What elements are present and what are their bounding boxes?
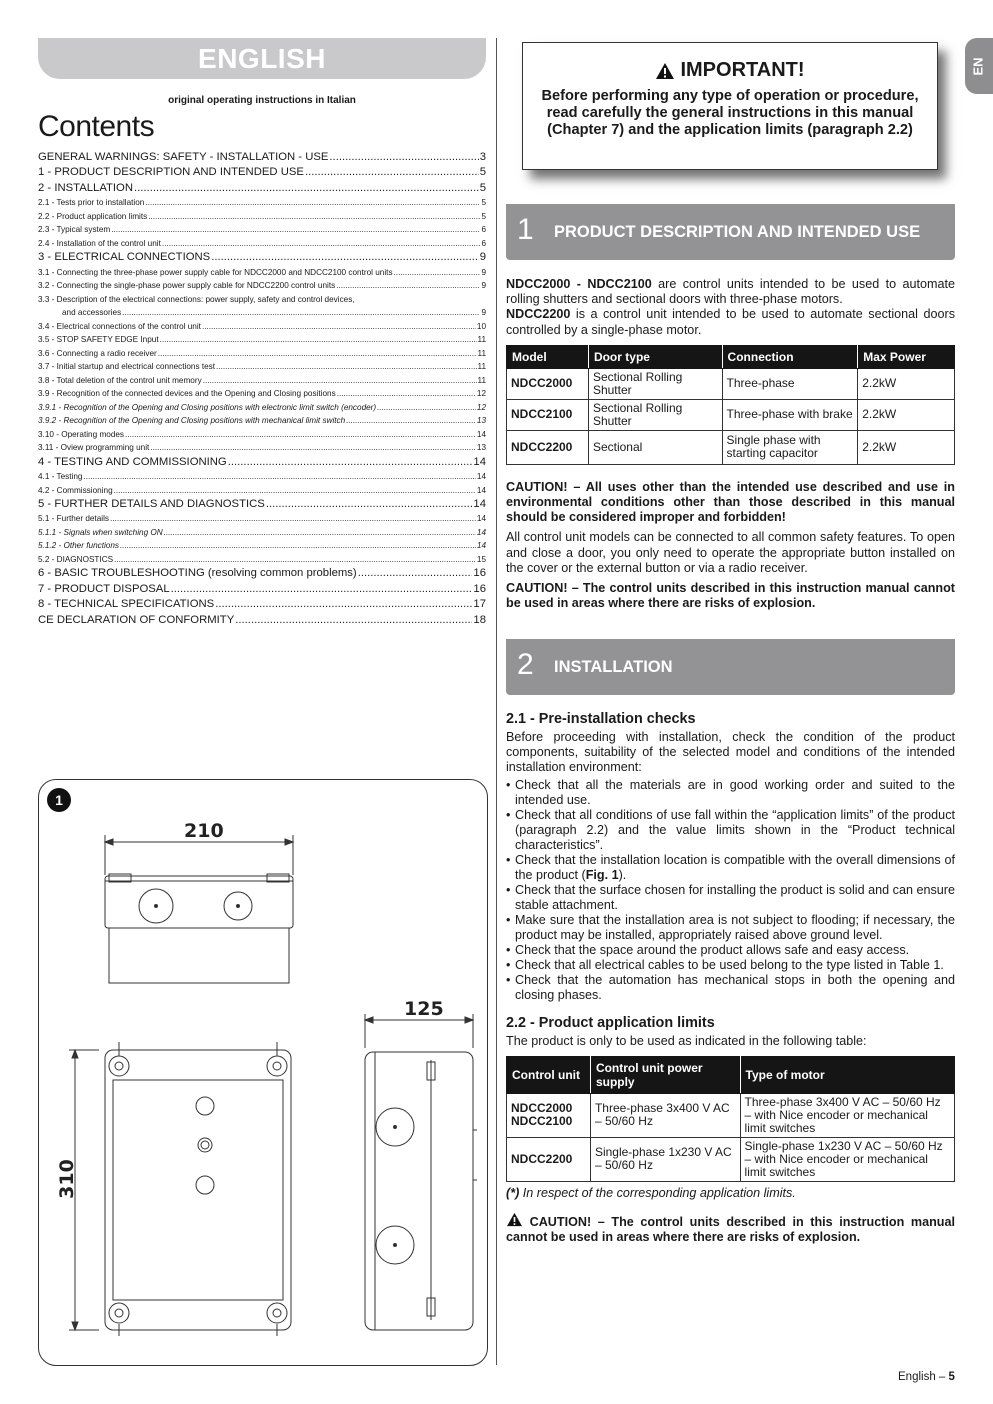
- toc-entry: 6 - BASIC TROUBLESHOOTING (resolving common problems) ..... 16: [38, 566, 486, 581]
- section-2-title: INSTALLATION: [554, 658, 673, 676]
- toc-entry: 2.2 - Product application limits ..... 5: [38, 210, 486, 224]
- section-1-header: [506, 204, 955, 260]
- toc-entry: 5.2 - DIAGNOSTICS ..... 15: [38, 553, 486, 567]
- table-cell: NDCC2000 NDCC2100: [507, 1093, 591, 1137]
- list-item: • Check that the automation has mechanical stops in both the opening and closing phases.: [506, 973, 955, 1003]
- important-text: Before performing any type of operation or procedure, read carefully the general instructions in this manual (Chapter 7) and the application limits (paragraph 2.2): [541, 88, 919, 138]
- table-cell: 2.2kW: [858, 430, 955, 464]
- important-title: [523, 59, 937, 82]
- section-1-title: PRODUCT DESCRIPTION AND INTENDED USE: [554, 223, 921, 241]
- toc-entry: 3.10 - Operating modes ..... 14: [38, 428, 486, 442]
- warning-icon: [506, 1212, 523, 1227]
- column-header: Control unit: [507, 1056, 591, 1093]
- list-item: • Check that the surface chosen for installing the product is solid and can ensure stable attachment.: [506, 883, 955, 913]
- figure-1: [38, 779, 488, 1366]
- limits-intro: The product is only to be used as indicated in the following table:: [506, 1033, 867, 1048]
- toc-entry: 3.4 - Electrical connections of the control unit ..... 10: [38, 320, 486, 334]
- list-item: • Check that all the materials are in good working order and suited to the intended use.: [506, 778, 955, 808]
- pre-installation-intro: Before proceeding with installation, check the condition of the product components, suitability of the selected model and conditions of the intended installation environment:: [506, 730, 955, 775]
- table-row: [507, 430, 955, 464]
- limits-table: [506, 1056, 955, 1182]
- toc-entry: 3.9.1 - Recognition of the Opening and Closing positions with electronic limit switch (encoder) ..... 12: [38, 401, 486, 415]
- toc-entry: 2.4 - Installation of the control unit ..... 6: [38, 237, 486, 251]
- table-row: [507, 1137, 955, 1181]
- caution-1: CAUTION! – All uses other than the intended use described and use in environmental conditions other than those described in this manual should be considered improper and forbidden!: [506, 479, 955, 525]
- left-column: [38, 38, 486, 628]
- list-item: • Check that the installation location is compatible with the overall dimensions of the product (Fig. 1).: [506, 853, 955, 883]
- column-header: Connection: [722, 345, 858, 368]
- toc-entry: 2.3 - Typical system ..... 6: [38, 223, 486, 237]
- toc-entry: 3.9 - Recognition of the connected devices and the Opening and Closing positions ..... 12: [38, 387, 486, 401]
- column-divider: [496, 38, 497, 1365]
- table-cell: 2.2kW: [858, 399, 955, 430]
- toc-entry: and accessories ..... 9: [38, 306, 486, 320]
- section-1-number: 1: [517, 213, 534, 246]
- table-cell: NDCC2200: [507, 430, 589, 464]
- language-tab: EN: [965, 38, 993, 94]
- toc-entry: 3.5 - STOP SAFETY EDGE Input ..... 11: [38, 333, 486, 347]
- list-item: • Check that all electrical cables to be used belong to the type listed in Table 1.: [506, 958, 955, 973]
- table-cell: NDCC2000: [507, 368, 589, 399]
- intro-paragraph-2: NDCC2200 is a control unit intended to be used to automate sectional doors controlled by a single-phase motor.: [506, 307, 955, 337]
- table-cell: NDCC2200: [507, 1137, 591, 1181]
- enclosure-drawing: [39, 780, 489, 1367]
- toc-entry: 5.1.2 - Other functions ..... 14: [38, 539, 486, 553]
- toc-entry: 4.1 - Testing ..... 14: [38, 470, 486, 484]
- contents-title: Contents: [38, 110, 155, 143]
- figure-badge: 1: [47, 788, 71, 812]
- column-header: Control unit power supply: [590, 1056, 740, 1093]
- toc-entry: 2.1 - Tests prior to installation ..... 5: [38, 196, 486, 210]
- column-header: Door type: [588, 345, 722, 368]
- important-notice: [522, 42, 938, 170]
- toc-entry: 5.1.1 - Signals when switching ON ..... 14: [38, 526, 486, 540]
- list-item: • Check that the space around the product allows safe and easy access.: [506, 943, 955, 958]
- toc-entry: 3.3 - Description of the electrical connections: power supply, safety and control devices,: [38, 294, 355, 304]
- dimension-height: 310: [55, 1159, 78, 1199]
- toc-entry: 3.1 - Connecting the three-phase power supply cable for NDCC2000 and NDCC2100 control units ..... 9: [38, 266, 486, 280]
- toc-entry: 1 - PRODUCT DESCRIPTION AND INTENDED USE ..... 5: [38, 165, 486, 180]
- subsection-2-2-title: 2.2 - Product application limits: [506, 1014, 715, 1031]
- caution-3: CAUTION! – The control units described in this instruction manual cannot be used in areas where there are risks of explosion.: [506, 1212, 955, 1245]
- dimension-width: 210: [184, 820, 224, 842]
- table-cell: NDCC2100: [507, 399, 589, 430]
- table-of-contents: [38, 150, 486, 628]
- toc-entry: 3.2 - Connecting the single-phase power supply cable for NDCC2200 control units ..... 9: [38, 279, 486, 293]
- dimension-depth: 125: [404, 998, 444, 1020]
- toc-entry: 4.2 - Commissioning ..... 14: [38, 484, 486, 498]
- toc-entry: 3.8 - Total deletion of the control unit memory ..... 11: [38, 374, 486, 388]
- table-cell: Single-phase 1x230 V AC – 50/60 Hz – with Nice encoder or mechanical limit switches: [740, 1137, 954, 1181]
- toc-entry: 5.1 - Further details ..... 14: [38, 512, 486, 526]
- table-cell: Three-phase 3x400 V AC – 50/60 Hz: [590, 1093, 740, 1137]
- table-cell: Three-phase 3x400 V AC – 50/60 Hz – with Nice encoder or mechanical limit switches: [740, 1093, 954, 1137]
- toc-entry: 3.11 - Oview programming unit ..... 13: [38, 441, 486, 455]
- warning-icon: [655, 62, 675, 80]
- subsection-2-1-title: 2.1 - Pre-installation checks: [506, 711, 696, 727]
- section-2-number: 2: [517, 648, 534, 681]
- table-cell: Sectional Rolling Shutter: [588, 368, 722, 399]
- toc-entry: CE DECLARATION OF CONFORMITY ..... 18: [38, 613, 486, 628]
- table-cell: 2.2kW: [858, 368, 955, 399]
- table-cell: Single-phase 1x230 V AC – 50/60 Hz: [590, 1137, 740, 1181]
- page-footer: English – 5: [898, 1371, 955, 1383]
- toc-entry: 3 - ELECTRICAL CONNECTIONS ..... 9: [38, 250, 486, 265]
- table-row: [507, 368, 955, 399]
- toc-entry: GENERAL WARNINGS: SAFETY - INSTALLATION - USE ..... 3: [38, 150, 486, 165]
- column-header: Model: [507, 345, 589, 368]
- table-cell: Sectional Rolling Shutter: [588, 399, 722, 430]
- caution-2: CAUTION! – The control units described in this instruction manual cannot be used in areas where there are risks of explosion.: [506, 581, 955, 611]
- model-table: [506, 345, 955, 465]
- toc-entry: 3.6 - Connecting a radio receiver ..... 11: [38, 347, 486, 361]
- safety-paragraph: All control unit models can be connected to all common safety features. To open and close a door, you only need to operate the appropriate button installed on the cover or the external button or via a radio receiver.: [506, 530, 955, 575]
- table-row: [507, 1093, 955, 1137]
- check-list: [506, 778, 955, 1003]
- important-title-text: IMPORTANT!: [680, 59, 805, 81]
- toc-entry: 8 - TECHNICAL SPECIFICATIONS ..... 17: [38, 597, 486, 612]
- section-1-body: [506, 277, 955, 611]
- toc-entry: 3.9.2 - Recognition of the Opening and Closing positions with mechanical limit switch ..... 13: [38, 414, 486, 428]
- footnote: (*) In respect of the corresponding application limits.: [506, 1185, 796, 1200]
- section-2-header: [506, 639, 955, 695]
- table-row: [507, 399, 955, 430]
- toc-entry: 5 - FURTHER DETAILS AND DIAGNOSTICS ..... 14: [38, 497, 486, 512]
- table-cell: Three-phase with brake: [722, 399, 858, 430]
- column-header: Max Power: [858, 345, 955, 368]
- original-note: original operating instructions in Italian: [168, 95, 356, 106]
- table-cell: Sectional: [588, 430, 722, 464]
- table-cell: Single phase with starting capacitor: [722, 430, 858, 464]
- toc-entry: 4 - TESTING AND COMMISSIONING ..... 14: [38, 455, 486, 470]
- column-header: Type of motor: [740, 1056, 954, 1093]
- language-banner: ENGLISH: [38, 38, 486, 79]
- toc-entry: 3.7 - Initial startup and electrical connections test ..... 11: [38, 360, 486, 374]
- toc-entry: 7 - PRODUCT DISPOSAL ..... 16: [38, 582, 486, 597]
- intro-paragraph-1: NDCC2000 - NDCC2100 are control units intended to be used to automate rolling shutters and sectional doors with three-phase motors.: [506, 277, 956, 307]
- toc-entry: 2 - INSTALLATION ..... 5: [38, 181, 486, 196]
- list-item: • Make sure that the installation area is not subject to flooding; if necessary, the product may be installed, appropriately raised above ground level.: [506, 913, 955, 943]
- table-cell: Three-phase: [722, 368, 858, 399]
- section-2-body: [506, 711, 955, 1245]
- list-item: • Check that all conditions of use fall within the “application limits” of the product (paragraph 2.2) and the value limits shown in the “Product technical characteristics”.: [506, 808, 955, 853]
